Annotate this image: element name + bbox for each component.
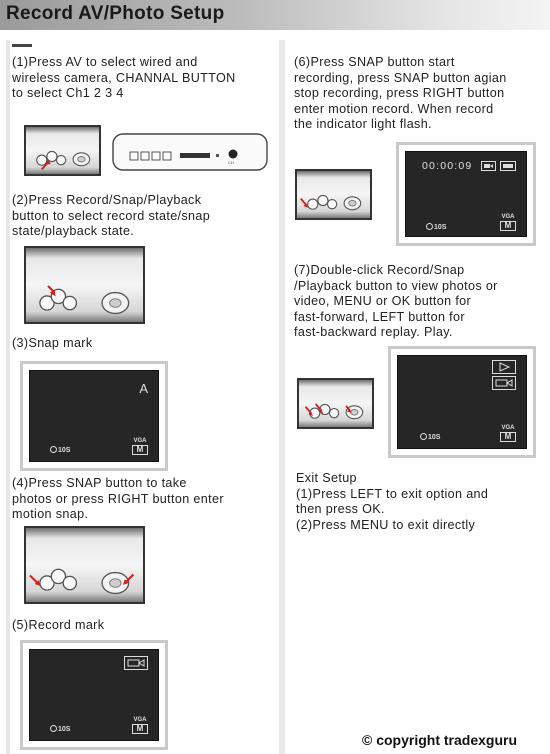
timer-icon [50, 725, 57, 732]
record-mode-screen [20, 640, 168, 750]
vga-indicator: VGA M [501, 214, 515, 230]
receiver-port-label: CH [228, 160, 234, 165]
record-timer: 00:00:09 [422, 160, 473, 172]
step-4-text: (4)Press SNAP button to take photos or press RIGHT button enter motion snap. [12, 476, 224, 521]
step-5-text: (5)Record mark [12, 618, 105, 632]
battery-indicator: 10S [50, 446, 70, 454]
exit-setup-text: Exit Setup (1)Press LEFT to exit option and then press OK. (2)Press MENU to exit directly [296, 471, 489, 532]
timer-icon [426, 223, 433, 230]
snap-mode-screen [20, 361, 168, 471]
record-icon [492, 376, 516, 390]
snap-mark: A [139, 381, 148, 396]
vga-indicator: VGA M [501, 425, 515, 441]
camera-buttons-photo-snap [24, 526, 145, 604]
camera-buttons-photo-playback [297, 378, 374, 429]
copyright-footer: © copyright tradexguru [362, 732, 517, 748]
record-icon [124, 656, 148, 670]
camera-buttons-photo-large [24, 246, 145, 324]
timer-icon [420, 433, 427, 440]
step-1-text: (1)Press AV to select wired and wireless camera, CHANNAL BUTTON to select Ch1 2 3 4 [12, 55, 236, 100]
step-3-text: (3)Snap mark [12, 336, 93, 350]
vga-indicator: VGA M [133, 717, 147, 733]
column-divider [279, 40, 285, 754]
record-icon [481, 161, 496, 171]
battery-indicator: 10S [420, 433, 440, 441]
section-marker [12, 44, 32, 47]
battery-indicator: 10S [50, 725, 70, 733]
page-header [0, 0, 550, 30]
step-7-text: (7)Double-click Record/Snap /Playback button to view photos or video, MENU or OK button for fast-forward, LEFT button for fast-backward replay. Play. [294, 263, 498, 339]
step-6-text: (6)Press SNAP button start recording, press SNAP button agian stop recording, press RIGHT button enter motion record. When record the indicator light flash. [294, 55, 507, 131]
battery-indicator: 10S [426, 223, 446, 231]
playback-screen [388, 346, 536, 458]
battery-icon [500, 161, 516, 171]
receiver-device [112, 132, 269, 174]
recording-screen [396, 142, 536, 246]
page-title: Record AV/Photo Setup [6, 3, 225, 24]
step-2-text: (2)Press Record/Snap/Playback button to select record state/snap state/playback state. [12, 193, 211, 238]
camera-buttons-photo [24, 125, 101, 176]
camera-buttons-photo-record [295, 169, 372, 220]
play-icon [492, 360, 516, 374]
timer-icon [50, 446, 57, 453]
vga-indicator: VGA M [133, 438, 147, 454]
